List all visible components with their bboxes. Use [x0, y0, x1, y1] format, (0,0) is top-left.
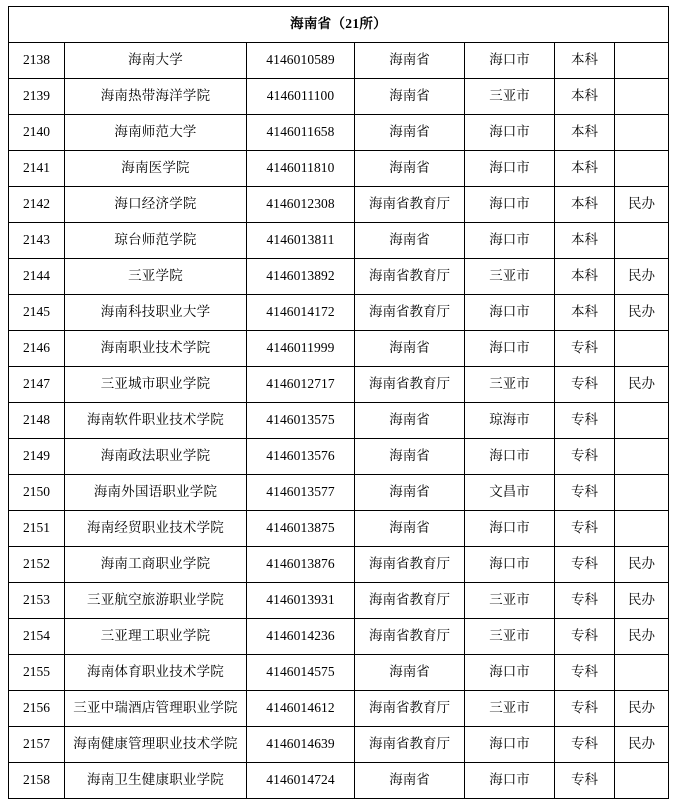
- supervising-department: 海南省教育厅: [355, 295, 465, 331]
- location-city: 三亚市: [465, 691, 555, 727]
- location-city: 海口市: [465, 331, 555, 367]
- table-row: [9, 187, 669, 223]
- location-city: 海口市: [465, 115, 555, 151]
- school-code: 4146013875: [247, 511, 355, 547]
- supervising-department: 海南省: [355, 511, 465, 547]
- supervising-department: 海南省教育厅: [355, 727, 465, 763]
- school-name: 海南软件职业技术学院: [65, 403, 247, 439]
- location-city: 海口市: [465, 223, 555, 259]
- row-index: 2148: [9, 403, 65, 439]
- row-index: 2146: [9, 331, 65, 367]
- remark-type: 民办: [615, 727, 669, 763]
- row-index: 2143: [9, 223, 65, 259]
- supervising-department: 海南省教育厅: [355, 583, 465, 619]
- school-name: 海南外国语职业学院: [65, 475, 247, 511]
- table-row: [9, 151, 669, 187]
- location-city: 海口市: [465, 187, 555, 223]
- row-index: 2138: [9, 43, 65, 79]
- location-city: 海口市: [465, 727, 555, 763]
- school-code: 4146014575: [247, 655, 355, 691]
- location-city: 海口市: [465, 763, 555, 799]
- remark-type: 民办: [615, 583, 669, 619]
- supervising-department: 海南省教育厅: [355, 187, 465, 223]
- education-level: 专科: [555, 475, 615, 511]
- education-level: 专科: [555, 727, 615, 763]
- supervising-department: 海南省: [355, 331, 465, 367]
- table-row: [9, 763, 669, 799]
- remark-type: 民办: [615, 547, 669, 583]
- school-code: 4146011810: [247, 151, 355, 187]
- table-row: [9, 295, 669, 331]
- school-name: 海南热带海洋学院: [65, 79, 247, 115]
- university-list-table: [8, 6, 669, 799]
- school-name: 三亚中瑞酒店管理职业学院: [65, 691, 247, 727]
- school-code: 4146014639: [247, 727, 355, 763]
- education-level: 专科: [555, 691, 615, 727]
- table-row: [9, 367, 669, 403]
- remark-type: 民办: [615, 367, 669, 403]
- remark-type: [615, 79, 669, 115]
- education-level: 专科: [555, 367, 615, 403]
- school-code: 4146013577: [247, 475, 355, 511]
- province-header-label: 海南省（21所）: [9, 7, 669, 43]
- education-level: 专科: [555, 619, 615, 655]
- school-name: 海南健康管理职业技术学院: [65, 727, 247, 763]
- school-name: 海南大学: [65, 43, 247, 79]
- remark-type: [615, 763, 669, 799]
- school-name: 三亚理工职业学院: [65, 619, 247, 655]
- school-name: 海南经贸职业技术学院: [65, 511, 247, 547]
- remark-type: [615, 151, 669, 187]
- education-level: 专科: [555, 583, 615, 619]
- school-name: 海南体育职业技术学院: [65, 655, 247, 691]
- education-level: 本科: [555, 187, 615, 223]
- supervising-department: 海南省教育厅: [355, 367, 465, 403]
- document-page: [0, 6, 677, 799]
- supervising-department: 海南省: [355, 655, 465, 691]
- remark-type: 民办: [615, 619, 669, 655]
- school-name: 海南师范大学: [65, 115, 247, 151]
- school-name: 三亚学院: [65, 259, 247, 295]
- location-city: 三亚市: [465, 79, 555, 115]
- school-name: 海南工商职业学院: [65, 547, 247, 583]
- table-row: [9, 223, 669, 259]
- education-level: 本科: [555, 259, 615, 295]
- education-level: 本科: [555, 79, 615, 115]
- education-level: 本科: [555, 43, 615, 79]
- supervising-department: 海南省: [355, 79, 465, 115]
- school-code: 4146011999: [247, 331, 355, 367]
- location-city: 琼海市: [465, 403, 555, 439]
- education-level: 专科: [555, 331, 615, 367]
- table-row: [9, 43, 669, 79]
- location-city: 三亚市: [465, 259, 555, 295]
- location-city: 海口市: [465, 547, 555, 583]
- remark-type: [615, 115, 669, 151]
- row-index: 2157: [9, 727, 65, 763]
- location-city: 海口市: [465, 295, 555, 331]
- row-index: 2151: [9, 511, 65, 547]
- school-name: 海南卫生健康职业学院: [65, 763, 247, 799]
- table-row: [9, 331, 669, 367]
- table-row: [9, 511, 669, 547]
- school-name: 三亚航空旅游职业学院: [65, 583, 247, 619]
- school-code: 4146013876: [247, 547, 355, 583]
- remark-type: [615, 655, 669, 691]
- school-code: 4146012308: [247, 187, 355, 223]
- table-row: [9, 475, 669, 511]
- row-index: 2149: [9, 439, 65, 475]
- school-code: 4146013892: [247, 259, 355, 295]
- school-name: 海南职业技术学院: [65, 331, 247, 367]
- supervising-department: 海南省: [355, 439, 465, 475]
- school-code: 4146013576: [247, 439, 355, 475]
- supervising-department: 海南省: [355, 763, 465, 799]
- school-code: 4146011100: [247, 79, 355, 115]
- row-index: 2139: [9, 79, 65, 115]
- row-index: 2150: [9, 475, 65, 511]
- row-index: 2153: [9, 583, 65, 619]
- school-code: 4146014724: [247, 763, 355, 799]
- remark-type: [615, 223, 669, 259]
- school-code: 4146013811: [247, 223, 355, 259]
- supervising-department: 海南省教育厅: [355, 691, 465, 727]
- supervising-department: 海南省: [355, 223, 465, 259]
- supervising-department: 海南省教育厅: [355, 619, 465, 655]
- school-name: 海南政法职业学院: [65, 439, 247, 475]
- table-row: [9, 691, 669, 727]
- education-level: 专科: [555, 439, 615, 475]
- supervising-department: 海南省教育厅: [355, 259, 465, 295]
- remark-type: 民办: [615, 295, 669, 331]
- location-city: 海口市: [465, 439, 555, 475]
- supervising-department: 海南省: [355, 43, 465, 79]
- table-body: [9, 7, 669, 799]
- school-code: 4146014612: [247, 691, 355, 727]
- table-row: [9, 403, 669, 439]
- school-name: 海南医学院: [65, 151, 247, 187]
- table-row: [9, 115, 669, 151]
- remark-type: [615, 475, 669, 511]
- location-city: 海口市: [465, 151, 555, 187]
- location-city: 海口市: [465, 43, 555, 79]
- remark-type: [615, 331, 669, 367]
- location-city: 三亚市: [465, 367, 555, 403]
- table-row: [9, 619, 669, 655]
- row-index: 2158: [9, 763, 65, 799]
- education-level: 本科: [555, 295, 615, 331]
- remark-type: [615, 403, 669, 439]
- supervising-department: 海南省: [355, 115, 465, 151]
- remark-type: 民办: [615, 187, 669, 223]
- school-code: 4146012717: [247, 367, 355, 403]
- education-level: 本科: [555, 151, 615, 187]
- location-city: 海口市: [465, 511, 555, 547]
- table-row: [9, 79, 669, 115]
- education-level: 专科: [555, 547, 615, 583]
- location-city: 文昌市: [465, 475, 555, 511]
- school-name: 琼台师范学院: [65, 223, 247, 259]
- school-code: 4146013931: [247, 583, 355, 619]
- table-row: [9, 727, 669, 763]
- table-row: [9, 547, 669, 583]
- table-row: [9, 439, 669, 475]
- row-index: 2155: [9, 655, 65, 691]
- supervising-department: 海南省: [355, 403, 465, 439]
- supervising-department: 海南省: [355, 151, 465, 187]
- row-index: 2156: [9, 691, 65, 727]
- supervising-department: 海南省教育厅: [355, 547, 465, 583]
- table-row: [9, 583, 669, 619]
- row-index: 2140: [9, 115, 65, 151]
- remark-type: [615, 439, 669, 475]
- location-city: 三亚市: [465, 583, 555, 619]
- row-index: 2145: [9, 295, 65, 331]
- school-code: 4146013575: [247, 403, 355, 439]
- education-level: 专科: [555, 763, 615, 799]
- remark-type: [615, 511, 669, 547]
- school-code: 4146011658: [247, 115, 355, 151]
- education-level: 专科: [555, 403, 615, 439]
- school-code: 4146010589: [247, 43, 355, 79]
- education-level: 本科: [555, 223, 615, 259]
- remark-type: [615, 43, 669, 79]
- school-name: 海口经济学院: [65, 187, 247, 223]
- location-city: 三亚市: [465, 619, 555, 655]
- education-level: 专科: [555, 655, 615, 691]
- row-index: 2144: [9, 259, 65, 295]
- education-level: 专科: [555, 511, 615, 547]
- school-code: 4146014172: [247, 295, 355, 331]
- remark-type: 民办: [615, 259, 669, 295]
- education-level: 本科: [555, 115, 615, 151]
- table-row: [9, 655, 669, 691]
- table-row: [9, 259, 669, 295]
- school-code: 4146014236: [247, 619, 355, 655]
- school-name: 海南科技职业大学: [65, 295, 247, 331]
- province-header-row: [9, 7, 669, 43]
- row-index: 2141: [9, 151, 65, 187]
- row-index: 2152: [9, 547, 65, 583]
- remark-type: 民办: [615, 691, 669, 727]
- row-index: 2147: [9, 367, 65, 403]
- row-index: 2142: [9, 187, 65, 223]
- location-city: 海口市: [465, 655, 555, 691]
- supervising-department: 海南省: [355, 475, 465, 511]
- school-name: 三亚城市职业学院: [65, 367, 247, 403]
- row-index: 2154: [9, 619, 65, 655]
